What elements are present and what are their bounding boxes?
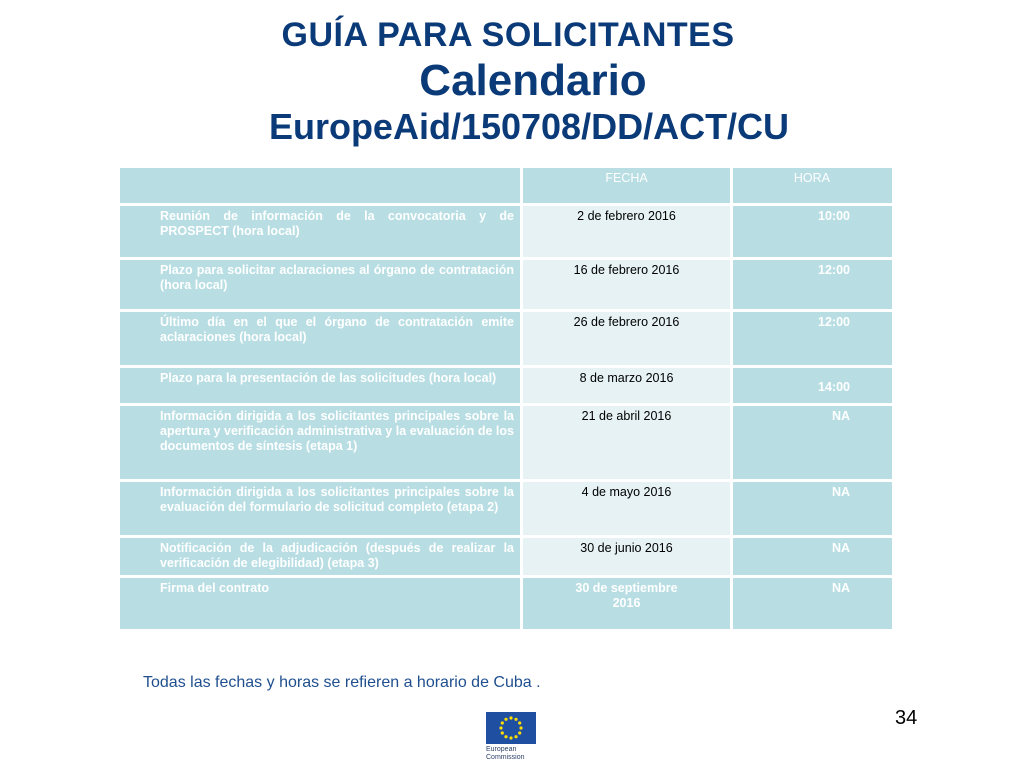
header-cell-activity <box>119 167 522 205</box>
row-date: 30 de septiembre 2016 <box>522 577 732 631</box>
row-time: 12:00 <box>732 311 894 367</box>
row-label: Reunión de información de la convocatoria y de PROSPECT (hora local) <box>119 205 522 259</box>
row-label: Firma del contrato <box>119 577 522 631</box>
row-date: 30 de junio 2016 <box>522 537 732 577</box>
european-commission-logo <box>486 712 538 768</box>
table-row <box>119 205 894 259</box>
title-calendar: Calendario <box>419 56 647 105</box>
table-row <box>119 405 894 481</box>
table-row <box>119 481 894 537</box>
row-time: 12:00 <box>732 259 894 311</box>
row-date: 4 de mayo 2016 <box>522 481 732 537</box>
page-number: 34 <box>895 707 918 729</box>
row-date: 2 de febrero 2016 <box>522 205 732 259</box>
row-time: 14:00 <box>732 367 894 405</box>
eu-flag-icon <box>486 712 536 744</box>
calendar-table <box>117 165 895 632</box>
logo-caption-line2: Commission <box>486 754 525 761</box>
row-label: Información dirigida a los solicitantes principales sobre la evaluación del formulario de solicitud completo (etapa 2) <box>119 481 522 537</box>
row-date: 26 de febrero 2016 <box>522 311 732 367</box>
row-label: Plazo para la presentación de las solicitudes (hora local) <box>119 367 522 405</box>
header-cell-date: FECHA <box>522 167 732 205</box>
title-guide: GUÍA PARA SOLICITANTES <box>281 16 735 54</box>
row-time: NA <box>732 405 894 481</box>
table-row <box>119 367 894 405</box>
footnote: Todas las fechas y horas se refieren a horario de Cuba . <box>143 674 541 691</box>
row-time: NA <box>732 537 894 577</box>
title-reference: EuropeAid/150708/DD/ACT/CU <box>268 106 790 147</box>
table-row <box>119 577 894 631</box>
table-row <box>119 311 894 367</box>
row-time: NA <box>732 577 894 631</box>
table-header-row <box>119 167 894 205</box>
logo-caption <box>486 746 538 762</box>
row-label: Plazo para solicitar aclaraciones al órgano de contratación (hora local) <box>119 259 522 311</box>
row-date: 16 de febrero 2016 <box>522 259 732 311</box>
header-cell-time: HORA <box>732 167 894 205</box>
row-date: 21 de abril 2016 <box>522 405 732 481</box>
logo-caption-line1: European <box>486 746 517 753</box>
row-date: 8 de marzo 2016 <box>522 367 732 405</box>
table-row <box>119 259 894 311</box>
row-time: 10:00 <box>732 205 894 259</box>
row-label: Información dirigida a los solicitantes principales sobre la apertura y verificación administrativa y la evaluación de los documentos de síntesis (etapa 1) <box>119 405 522 481</box>
table-row <box>119 537 894 577</box>
row-time: NA <box>732 481 894 537</box>
row-label: Notificación de la adjudicación (después de realizar la verificación de elegibilidad) (etapa 3) <box>119 537 522 577</box>
row-label: Último día en el que el órgano de contratación emite aclaraciones (hora local) <box>119 311 522 367</box>
